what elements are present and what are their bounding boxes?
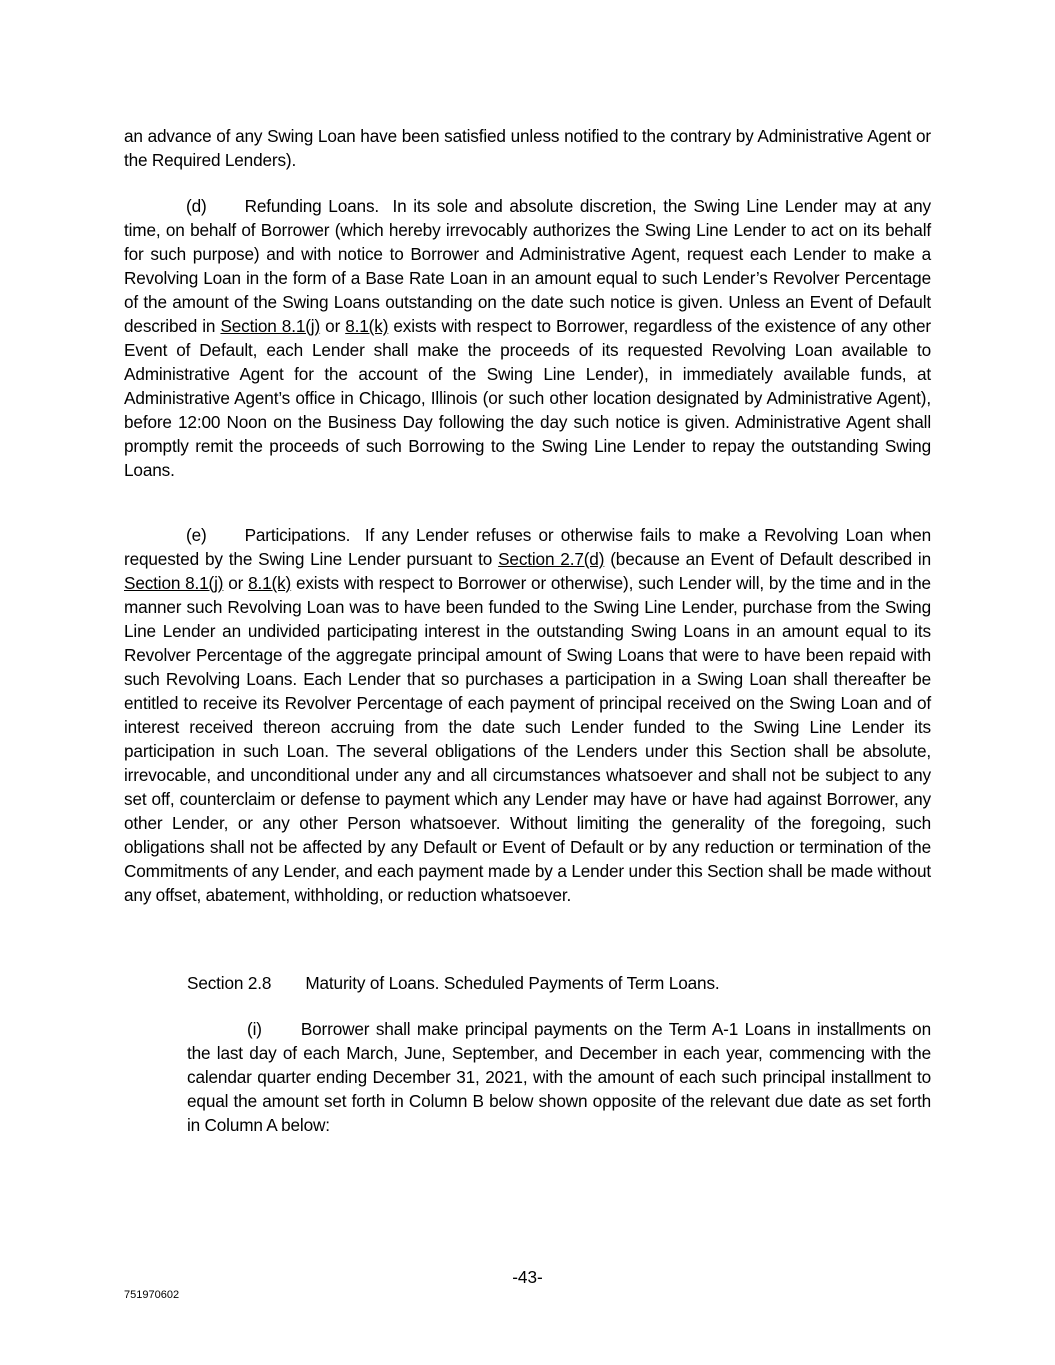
paragraph-d-heading: Refunding Loans.: [244, 196, 380, 216]
paragraph-i-text: Borrower shall make principal payments on the Term A-1 Loans in installments on the last day of each March, June, September, and December in each year, commencing with the calendar quarter ending December 31, 2021, with the amount of each such principal installment to equal the amount set forth in Column B below shown opposite of the relevant due date as set forth in Column A below:: [187, 1019, 931, 1135]
section-title: Maturity of Loans. Scheduled Payments of Term Loans.: [305, 973, 720, 993]
paragraph-e-text-1: If any Lender refuses or otherwise fails to make a Revolving Loan when requested by the Swing Line Lender pursuant to: [124, 525, 932, 569]
page-number: -43-: [512, 1267, 543, 1287]
paragraph-e-heading: Participations.: [244, 525, 351, 545]
section-2-8-heading: [187, 971, 720, 995]
paragraph-e: [124, 523, 931, 907]
section-8-1-j-reference: Section 8.1(j): [220, 316, 321, 336]
section-8-1-k-reference: 8.1(k): [248, 573, 292, 593]
section-8-1-j-reference: Section 8.1(j): [124, 573, 224, 593]
paragraph-e-text-2: (because an Event of Default described in: [610, 549, 931, 569]
paragraph-i-label: (i): [247, 1019, 262, 1039]
paragraph-e-label: (e): [186, 525, 207, 545]
section-8-1-k-reference: 8.1(k): [345, 316, 389, 336]
section-2-7-d-reference: Section 2.7(d): [498, 549, 605, 569]
paragraph-d-text-1: In its sole and absolute discretion, the Swing Line Lender may at any time, on behalf of Borrower (which hereby irrevocably authorizes the Swing Line Lender to act on its behalf for such purpose) and with notice to Borrower and Administrative Agent, request each Lender to make a Revolving Loan in the form of a Base Rate Loan in an amount equal to such Lender’s Revolver Percentage of the amount of the Swing Loans outstanding on the date such notice is given. Unless an Event of Default described in: [124, 196, 931, 336]
paragraph-i: [187, 1017, 931, 1137]
carryover-text: an advance of any Swing Loan have been satisfied unless notified to the contrary by Administrative Agent or the Required Lenders).: [124, 126, 931, 170]
paragraph-e-text-3: or: [228, 573, 244, 593]
document-id: 751970602: [124, 1289, 180, 1301]
section-number: Section 2.8: [187, 973, 272, 993]
paragraph-d-text-3: exists with respect to Borrower, regardless of the existence of any other Event of Default, each Lender shall make the proceeds of its requested Revolving Loan available to Administrative Agent for the account of the Swing Line Lender), in immediately available funds, at Administrative Agent’s office in Chicago, Illinois (or such other location designated by Administrative Agent), before 12:00 Noon on the Business Day following the day such notice is given. Administrative Agent shall promptly remit the proceeds of such Borrowing to the Swing Line Lender to repay the outstanding Swing Loans.: [124, 316, 932, 480]
paragraph-d-text-2: or: [325, 316, 341, 336]
paragraph-d-label: (d): [186, 196, 207, 216]
paragraph-e-text-4: exists with respect to Borrower or otherwise), such Lender will, by the time and in the manner such Revolving Loan was to have been funded to the Swing Line Lender, purchase from the Swing Line Lender an undivided participating interest in the outstanding Swing Loans in an amount equal to its Revolver Percentage of the aggregate principal amount of Swing Loans that were to have been repaid with such Revolving Loans. Each Lender that so purchases a participation in a Swing Loan shall thereafter be entitled to receive its Revolver Percentage of each payment of principal received on the Swing Loan and of interest received thereon accruing from the date such Lender funded to the Swing Line Lender its participation in such Loan. The several obligations of the Lenders under this Section shall be absolute, irrevocable, and unconditional under any and all circumstances whatsoever and shall not be subject to any set off, counterclaim or defense to payment which any Lender may have or have had against Borrower, any other Lender, or any other Person whatsoever. Without limiting the generality of the foregoing, such obligations shall not be affected by any Default or Event of Default or by any reduction or termination of the Commitments of any Lender, and each payment made by a Lender under this Section shall be made without any offset, abatement, withholding, or reduction whatsoever.: [124, 573, 931, 905]
paragraph-d: [124, 194, 931, 482]
carryover-paragraph: [124, 124, 931, 172]
